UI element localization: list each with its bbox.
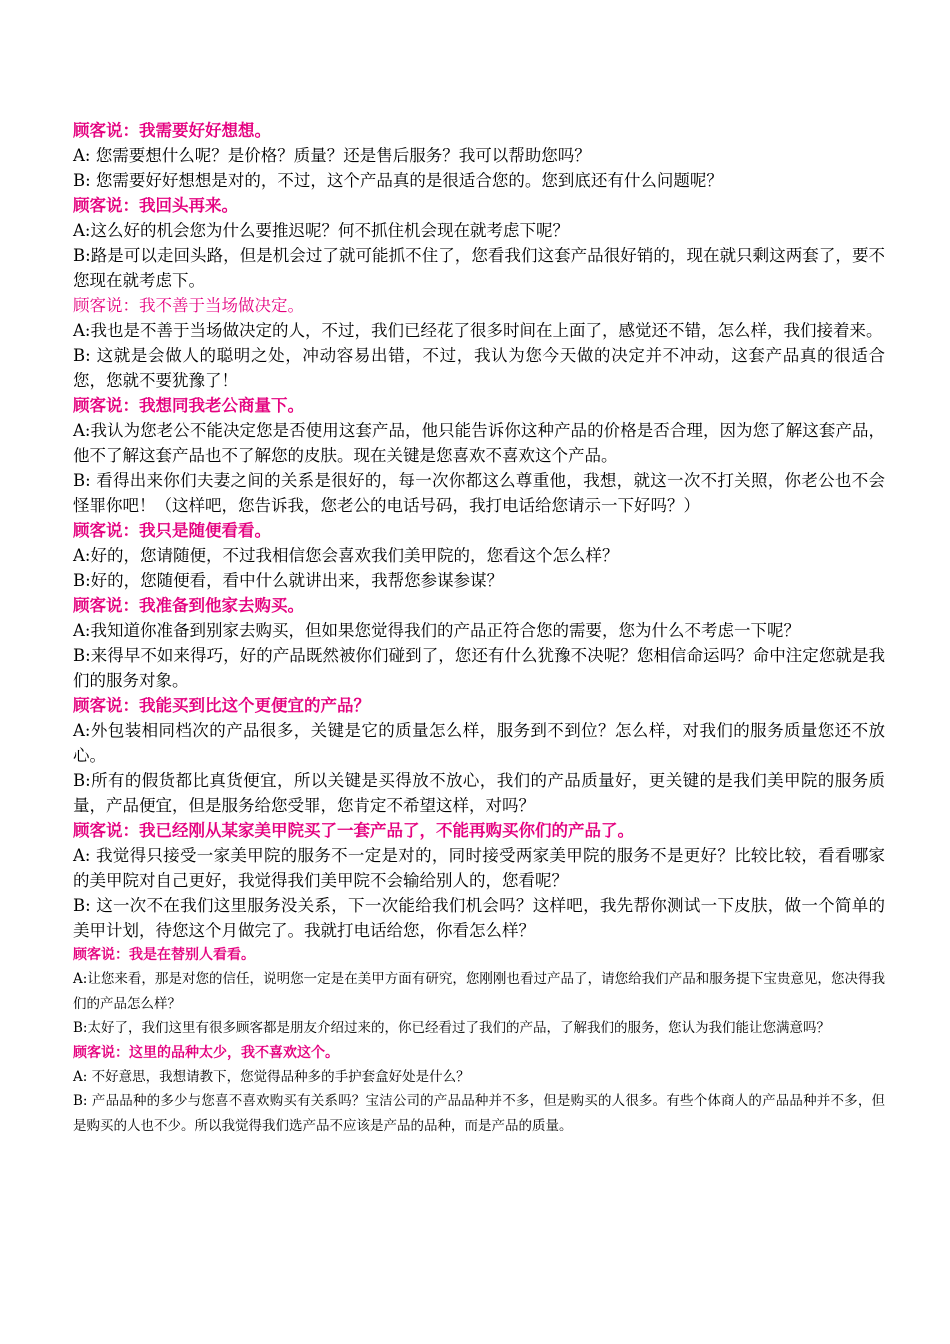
answer-b: B:好的，您随便看，看中什么就讲出来，我帮您参谋参谋？	[73, 571, 504, 590]
question-heading: 顾客说：我是在替别人看看。	[73, 947, 255, 963]
answer-a: A:我认为您老公不能决定您是否使用这套产品，他只能告诉你这种产品的价格是否合理，因为您了解这套产品，他不了解这套产品也不了解您的皮肤。现在关键是您喜欢不喜欢这个产品。	[73, 421, 885, 465]
question-heading: 顾客说：我回头再来。	[73, 196, 238, 215]
answer-b: B: 看得出来你们夫妻之间的关系是很好的，每一次你都这么尊重他，我想，就这一次不打关照，你老公也不会怪罪你吧！（这样吧，您告诉我，您老公的电话号码，我打电话给您请示一下好吗？）	[73, 471, 885, 515]
answer-a: A: 不好意思，我想请教下，您觉得品种多的手护套盒好处是什么？	[73, 1068, 470, 1085]
answer-b: B:路是可以走回头路，但是机会过了就可能抓不住了，您看我们这套产品很好销的，现在就只剩这两套了，要不您现在就考虑下。	[73, 246, 885, 290]
answer-a: A: 您需要想什么呢？是价格？质量？还是售后服务？我可以帮助您吗？	[73, 146, 591, 165]
answer-b: B: 这就是会做人的聪明之处，冲动容易出错，不过，我认为您今天做的决定并不冲动，这套产品真的很适合您，您就不要犹豫了！	[73, 346, 885, 390]
answer-a: A:好的，您请随便，不过我相信您会喜欢我们美甲院的，您看这个怎么样？	[73, 546, 619, 565]
answer-b: B:来得早不如来得巧，好的产品既然被你们碰到了，您还有什么犹豫不决呢？您相信命运吗？命中注定您就是我们的服务对象。	[73, 646, 885, 690]
answer-b: B:所有的假货都比真货便宜，所以关键是买得放不放心，我们的产品质量好，更关键的是我们美甲院的服务质量，产品便宜，但是服务给您受罪，您肯定不希望这样，对吗？	[73, 771, 885, 815]
question-heading: 顾客说：我需要好好想想。	[73, 121, 271, 140]
question-heading: 顾客说：我只是随便看看。	[73, 521, 271, 540]
answer-b: B: 产品品种的多少与您喜不喜欢购买有关系吗？宝洁公司的产品品种并不多，但是购买的人很多。有些个体商人的产品品种并不多，但是购买的人也不少。所以我觉得我们选产品不应该是产品的品种，而是产品的质量。	[73, 1093, 885, 1134]
answer-b: B:太好了，我们这里有很多顾客都是朋友介绍过来的，你已经看过了我们的产品，了解我们的服务，您认为我们能让您满意吗？	[73, 1020, 830, 1036]
answer-a: A:外包装相同档次的产品很多，关键是它的质量怎么样，服务到不到位？怎么样，对我们的服务质量您还不放心。	[73, 721, 885, 765]
question-heading: 顾客说：这里的品种太少，我不喜欢这个。	[73, 1044, 339, 1061]
answer-a: A:让您来看，那是对您的信任，说明您一定是在美甲方面有研究，您刚刚也看过产品了，请您给我们产品和服务提下宝贵意见，您决得我们的产品怎么样？	[73, 971, 885, 1012]
question-heading: 顾客说：我想同我老公商量下。	[73, 396, 304, 415]
answer-b: B: 您需要好好想想是对的，不过，这个产品真的是很适合您的。您到底还有什么问题呢？	[73, 171, 723, 190]
question-heading: 顾客说：我能买到比这个更便宜的产品？	[73, 696, 370, 715]
question-heading: 顾客说：我不善于当场做决定。	[73, 296, 304, 315]
answer-a: A:我知道你准备到别家去购买，但如果您觉得我们的产品正符合您的需要，您为什么不考虑一下呢？	[73, 621, 800, 640]
question-heading: 顾客说：我已经刚从某家美甲院买了一套产品了，不能再购买你们的产品了。	[73, 821, 634, 840]
answer-a: A: 我觉得只接受一家美甲院的服务不一定是对的，同时接受两家美甲院的服务不是更好？比较比较，看看哪家的美甲院对自己更好，我觉得我们美甲院不会输给别人的，您看呢？	[73, 846, 885, 890]
answer-a: A:这么好的机会您为什么要推迟呢？何不抓住机会现在就考虑下呢？	[73, 221, 569, 240]
answer-a: A:我也是不善于当场做决定的人，不过，我们已经花了很多时间在上面了，感觉还不错，怎么样，我们接着来。	[73, 321, 883, 340]
question-heading: 顾客说：我准备到他家去购买。	[73, 596, 304, 615]
document-page	[73, 118, 885, 1138]
answer-b: B: 这一次不在我们这里服务没关系，下一次能给我们机会吗？这样吧，我先帮你测试一下皮肤，做一个简单的美甲计划，待您这个月做完了。我就打电话给您，你看怎么样？	[73, 896, 885, 940]
